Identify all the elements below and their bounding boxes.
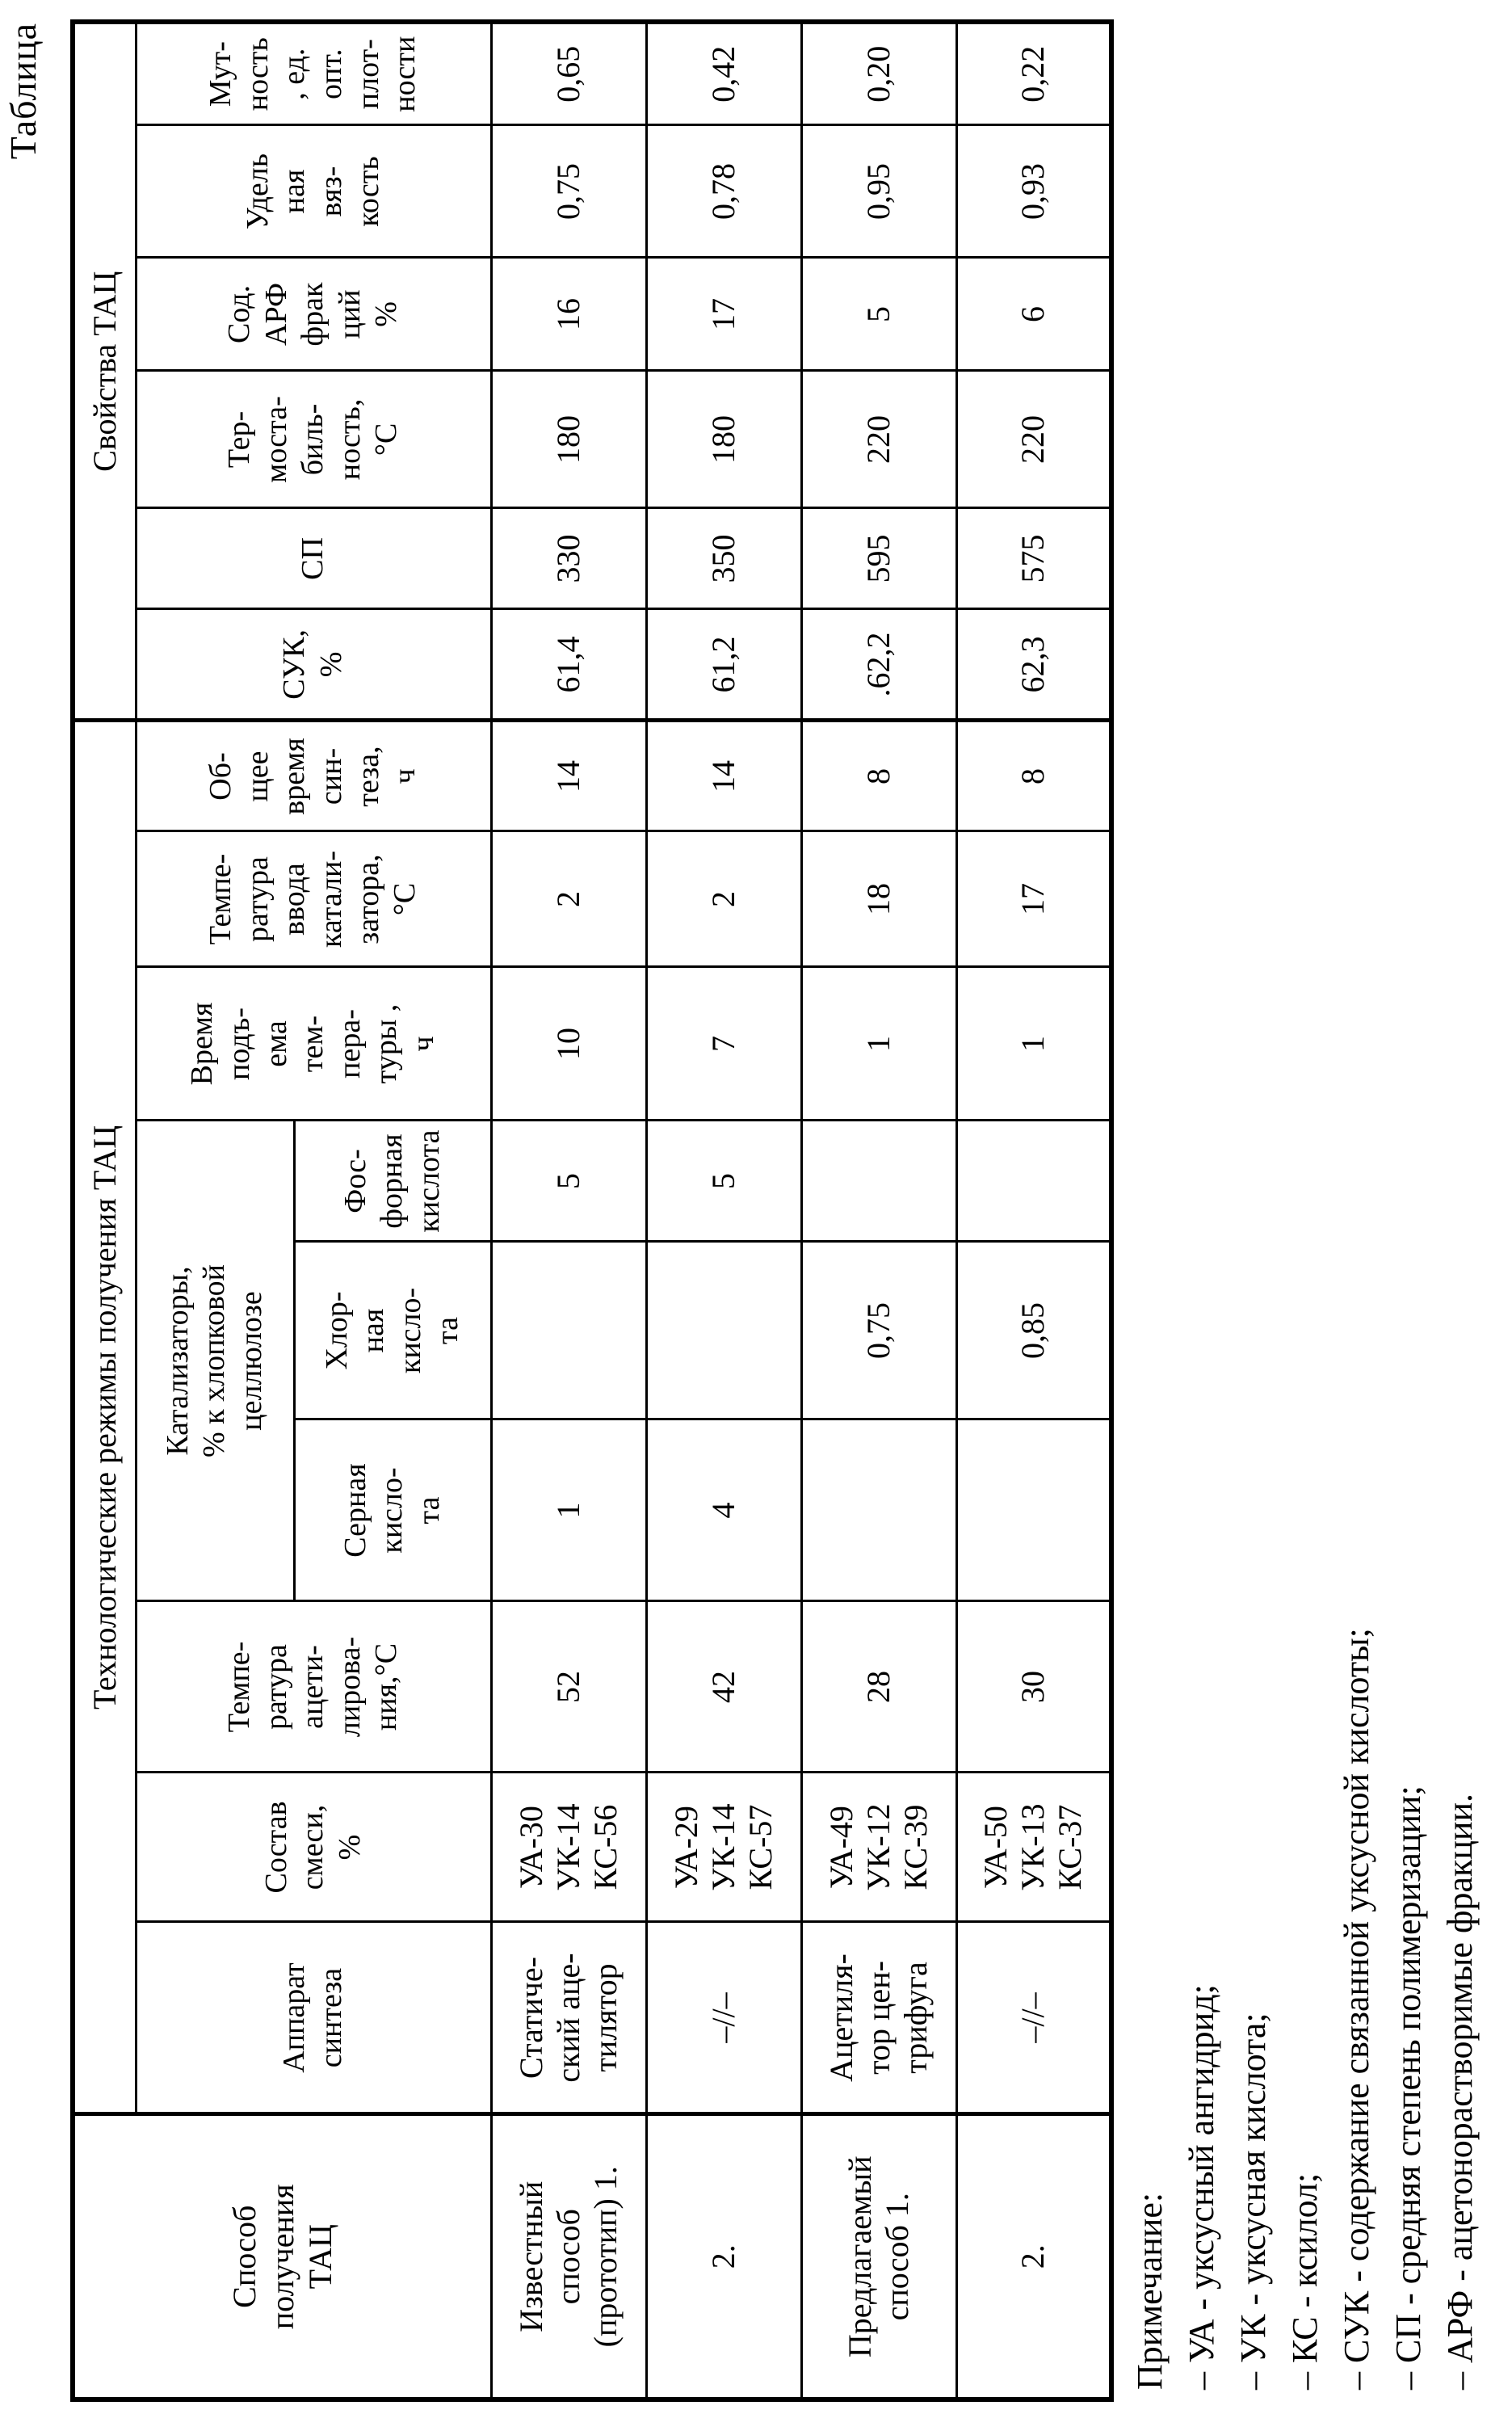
cell-chlornaya: 0,75: [801, 1242, 956, 1419]
col-header-suk: СУК, %: [136, 609, 491, 721]
cell-sernaya: [956, 1419, 1111, 1601]
cell-apparat: Ацетиля- тор цен- трифуга: [801, 1922, 956, 2114]
cell-suk: 61,2: [646, 609, 801, 721]
cell-vremya-pod: 1: [801, 967, 956, 1121]
col-header-apparat: Аппарат синтеза: [136, 1922, 491, 2114]
cell-sp: 330: [491, 508, 646, 609]
cell-vremya-pod: 7: [646, 967, 801, 1121]
cell-chlornaya: [646, 1242, 801, 1419]
cell-sposob: Известный способ (прототип) 1.: [491, 2114, 646, 2399]
cell-apparat: –//–: [956, 1922, 1111, 2114]
cell-termostab: 220: [801, 371, 956, 508]
cell-sostav: УА-30 УК-14 КС-56: [491, 1773, 646, 1922]
cell-sp: 595: [801, 508, 956, 609]
cell-temp-acet: 30: [956, 1601, 1111, 1773]
col-header-vremya-pod: Время подъ- ема тем- пера- туры , ч: [136, 967, 491, 1121]
table-row: [646, 22, 801, 2399]
cell-chlornaya: 0,85: [956, 1242, 1111, 1419]
col-header-mutnost: Мут- ность , ед. опт. плот- ности: [136, 22, 491, 125]
cell-sernaya: 4: [646, 1419, 801, 1601]
cell-fosfornaya: [956, 1121, 1111, 1242]
table-row: [801, 22, 956, 2399]
col-header-udelnaya: Удель ная вяз- кость: [136, 125, 491, 258]
cell-sostav: УА-50 УК-13 КС-37: [956, 1773, 1111, 1922]
cell-fosfornaya: [801, 1121, 956, 1242]
cell-udelnaya: 0,78: [646, 125, 801, 258]
cell-obshchee: 8: [801, 721, 956, 831]
cell-vremya-pod: 1: [956, 967, 1111, 1121]
col-header-termostab: Тер- моста- биль- ность, °С: [136, 371, 491, 508]
table-row: [956, 22, 1111, 2399]
group-header-catalysts: Катализаторы, % к хлопковой целлюлозе: [136, 1121, 294, 1601]
footnotes: Примечание: – УА - уксусный ангидрид; – УК - уксусная кислота; – КС - ксилол; – СУК - содержание связанной уксусной кислоты; – СП - средняя степень полимеризации; – АРФ - ацетонорастворимые фракции.: [1130, 1628, 1480, 2390]
cell-sposob: Предлагаемый способ 1.: [801, 2114, 956, 2399]
cell-temp-vvoda: 17: [956, 831, 1111, 967]
col-header-temp-acet: Темпе- ратура ацети- лирова- ния,°С: [136, 1601, 491, 1773]
cell-sostav: УА-29 УК-14 КС-57: [646, 1773, 801, 1922]
group-header-tech: Технологические режимы получения ТАЦ: [73, 721, 136, 2114]
cell-mutnost: 0,65: [491, 22, 646, 125]
cell-mutnost: 0,22: [956, 22, 1111, 125]
cell-apparat: Статиче- ский аце- тилятор: [491, 1922, 646, 2114]
cell-termostab: 180: [491, 371, 646, 508]
cell-udelnaya: 0,93: [956, 125, 1111, 258]
cell-temp-vvoda: 2: [646, 831, 801, 967]
cell-arf: 16: [491, 258, 646, 371]
cell-suk: 61,4: [491, 609, 646, 721]
cell-sposob: 2.: [646, 2114, 801, 2399]
cell-sostav: УА-49 УК-12 КС-39: [801, 1773, 956, 1922]
col-header-obshchee: Об- щее время син- теза, ч: [136, 721, 491, 831]
cell-fosfornaya: 5: [646, 1121, 801, 1242]
cell-sp: 350: [646, 508, 801, 609]
cell-termostab: 180: [646, 371, 801, 508]
cell-termostab: 220: [956, 371, 1111, 508]
cell-temp-vvoda: 18: [801, 831, 956, 967]
col-header-sposob: Способ получения ТАЦ: [73, 2114, 491, 2399]
cell-chlornaya: [491, 1242, 646, 1419]
table-row: [491, 22, 646, 2399]
cell-temp-acet: 52: [491, 1601, 646, 1773]
cell-suk: 62,3: [956, 609, 1111, 721]
col-header-sernaya: Серная кисло- та: [294, 1419, 491, 1601]
group-header-row: [73, 22, 136, 2399]
cell-sposob: 2.: [956, 2114, 1111, 2399]
cell-apparat: –//–: [646, 1922, 801, 2114]
col-header-temp-vvoda: Темпе- ратура ввода катали- затора, °С: [136, 831, 491, 967]
cell-sp: 575: [956, 508, 1111, 609]
cell-mutnost: 0,20: [801, 22, 956, 125]
cell-temp-acet: 28: [801, 1601, 956, 1773]
table-caption: Таблица: [2, 23, 44, 160]
cell-fosfornaya: 5: [491, 1121, 646, 1242]
cell-sernaya: [801, 1419, 956, 1601]
col-header-sp: СП: [136, 508, 491, 609]
cell-arf: 17: [646, 258, 801, 371]
cell-sernaya: 1: [491, 1419, 646, 1601]
group-header-props: Свойства ТАЦ: [73, 22, 136, 721]
cell-arf: 6: [956, 258, 1111, 371]
header-row-upper: [136, 22, 294, 2399]
cell-temp-acet: 42: [646, 1601, 801, 1773]
col-header-chlornaya: Хлор- ная кисло- та: [294, 1242, 491, 1419]
cell-udelnaya: 0,75: [491, 125, 646, 258]
cell-udelnaya: 0,95: [801, 125, 956, 258]
cell-obshchee: 14: [491, 721, 646, 831]
cell-suk: .62,2: [801, 609, 956, 721]
cell-obshchee: 14: [646, 721, 801, 831]
col-header-sostav: Состав смеси, %: [136, 1773, 491, 1922]
cell-arf: 5: [801, 258, 956, 371]
cell-obshchee: 8: [956, 721, 1111, 831]
cell-vremya-pod: 10: [491, 967, 646, 1121]
col-header-fosfornaya: Фос- форная кислота: [294, 1121, 491, 1242]
data-table: [70, 19, 1114, 2402]
col-header-arf: Сод. АРФ фрак ций %: [136, 258, 491, 371]
cell-temp-vvoda: 2: [491, 831, 646, 967]
cell-mutnost: 0,42: [646, 22, 801, 125]
